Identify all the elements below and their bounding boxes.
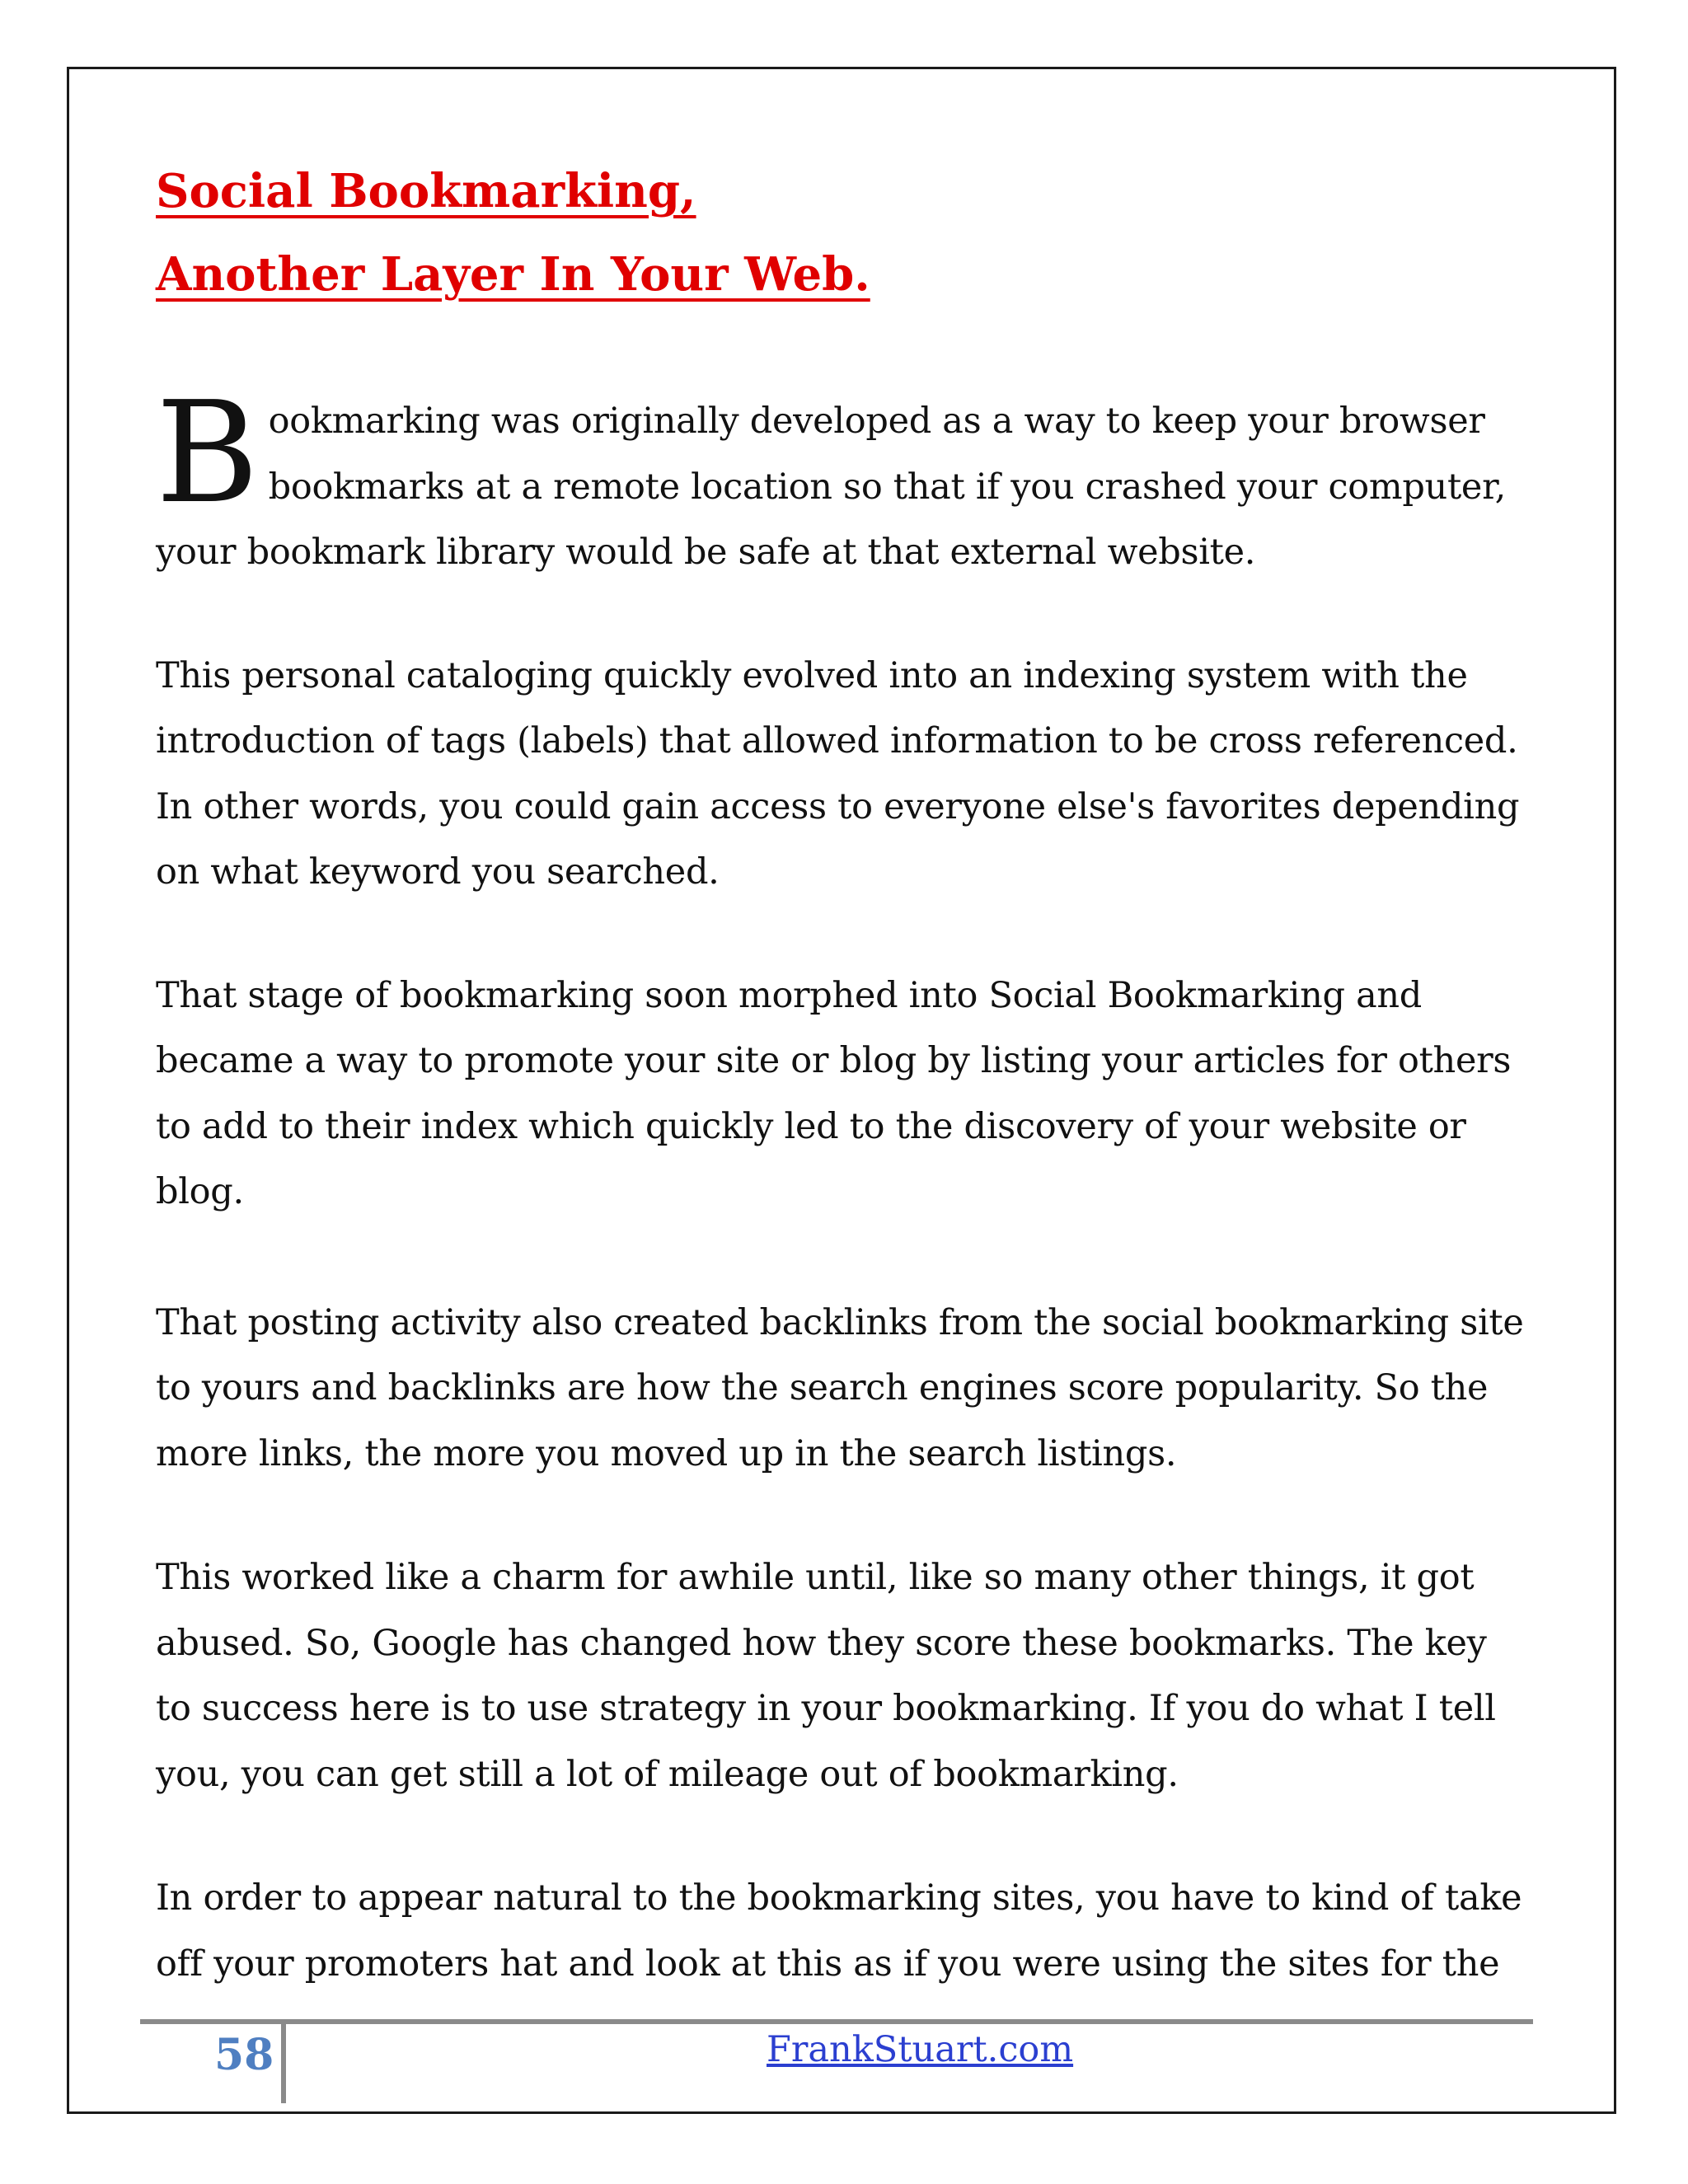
paragraph-1 (156, 372, 1524, 586)
page-number: 58 (214, 2030, 274, 2080)
paragraph-6: In order to appear natural to the bookmarking sites, you have to kind of take off your promoters hat and look at this as if you were using the sites for the (156, 1877, 1522, 1985)
drop-cap: B (156, 372, 259, 535)
footer-divider (281, 2024, 286, 2103)
paragraph-1-text: ookmarking was originally developed as a way to keep your browser bookmarks at a remote location so that if you crashed your computer, your bookmark library would be safe at that external website. (156, 401, 1506, 573)
page-content (156, 150, 1524, 1997)
footer-website-link[interactable]: FrankStuart.com (767, 2029, 1074, 2070)
title-line-1: Social Bookmarking, (156, 164, 696, 218)
chapter-title (156, 150, 1524, 316)
paragraph-4: That posting activity also created backlinks from the social bookmarking site to yours and backlinks are how the search engines score popularity. So the more links, the more you moved up in the search listings. (156, 1301, 1524, 1474)
title-line-2: Another Layer In Your Web. (156, 247, 870, 302)
paragraph-3: That stage of bookmarking soon morphed into Social Bookmarking and became a way to promote your site or blog by listing your articles for others to add to their index which quickly led to the discovery of your website or blog. (156, 974, 1512, 1212)
paragraph-5: This worked like a charm for awhile until, like so many other things, it got abused. So, Google has changed how they score these bookmarks. The key to success here is to use strategy in your bookmarking. If you do what I tell you, you can get still a lot of mileage out of bookmarking. (156, 1557, 1496, 1795)
paragraph-2: This personal cataloging quickly evolved into an indexing system with the introduction of tags (labels) that allowed information to be cross referenced. In other words, you could gain access to everyone else's favorites depending on what keyword you searched. (156, 654, 1520, 893)
footer-rule (140, 2019, 1533, 2024)
